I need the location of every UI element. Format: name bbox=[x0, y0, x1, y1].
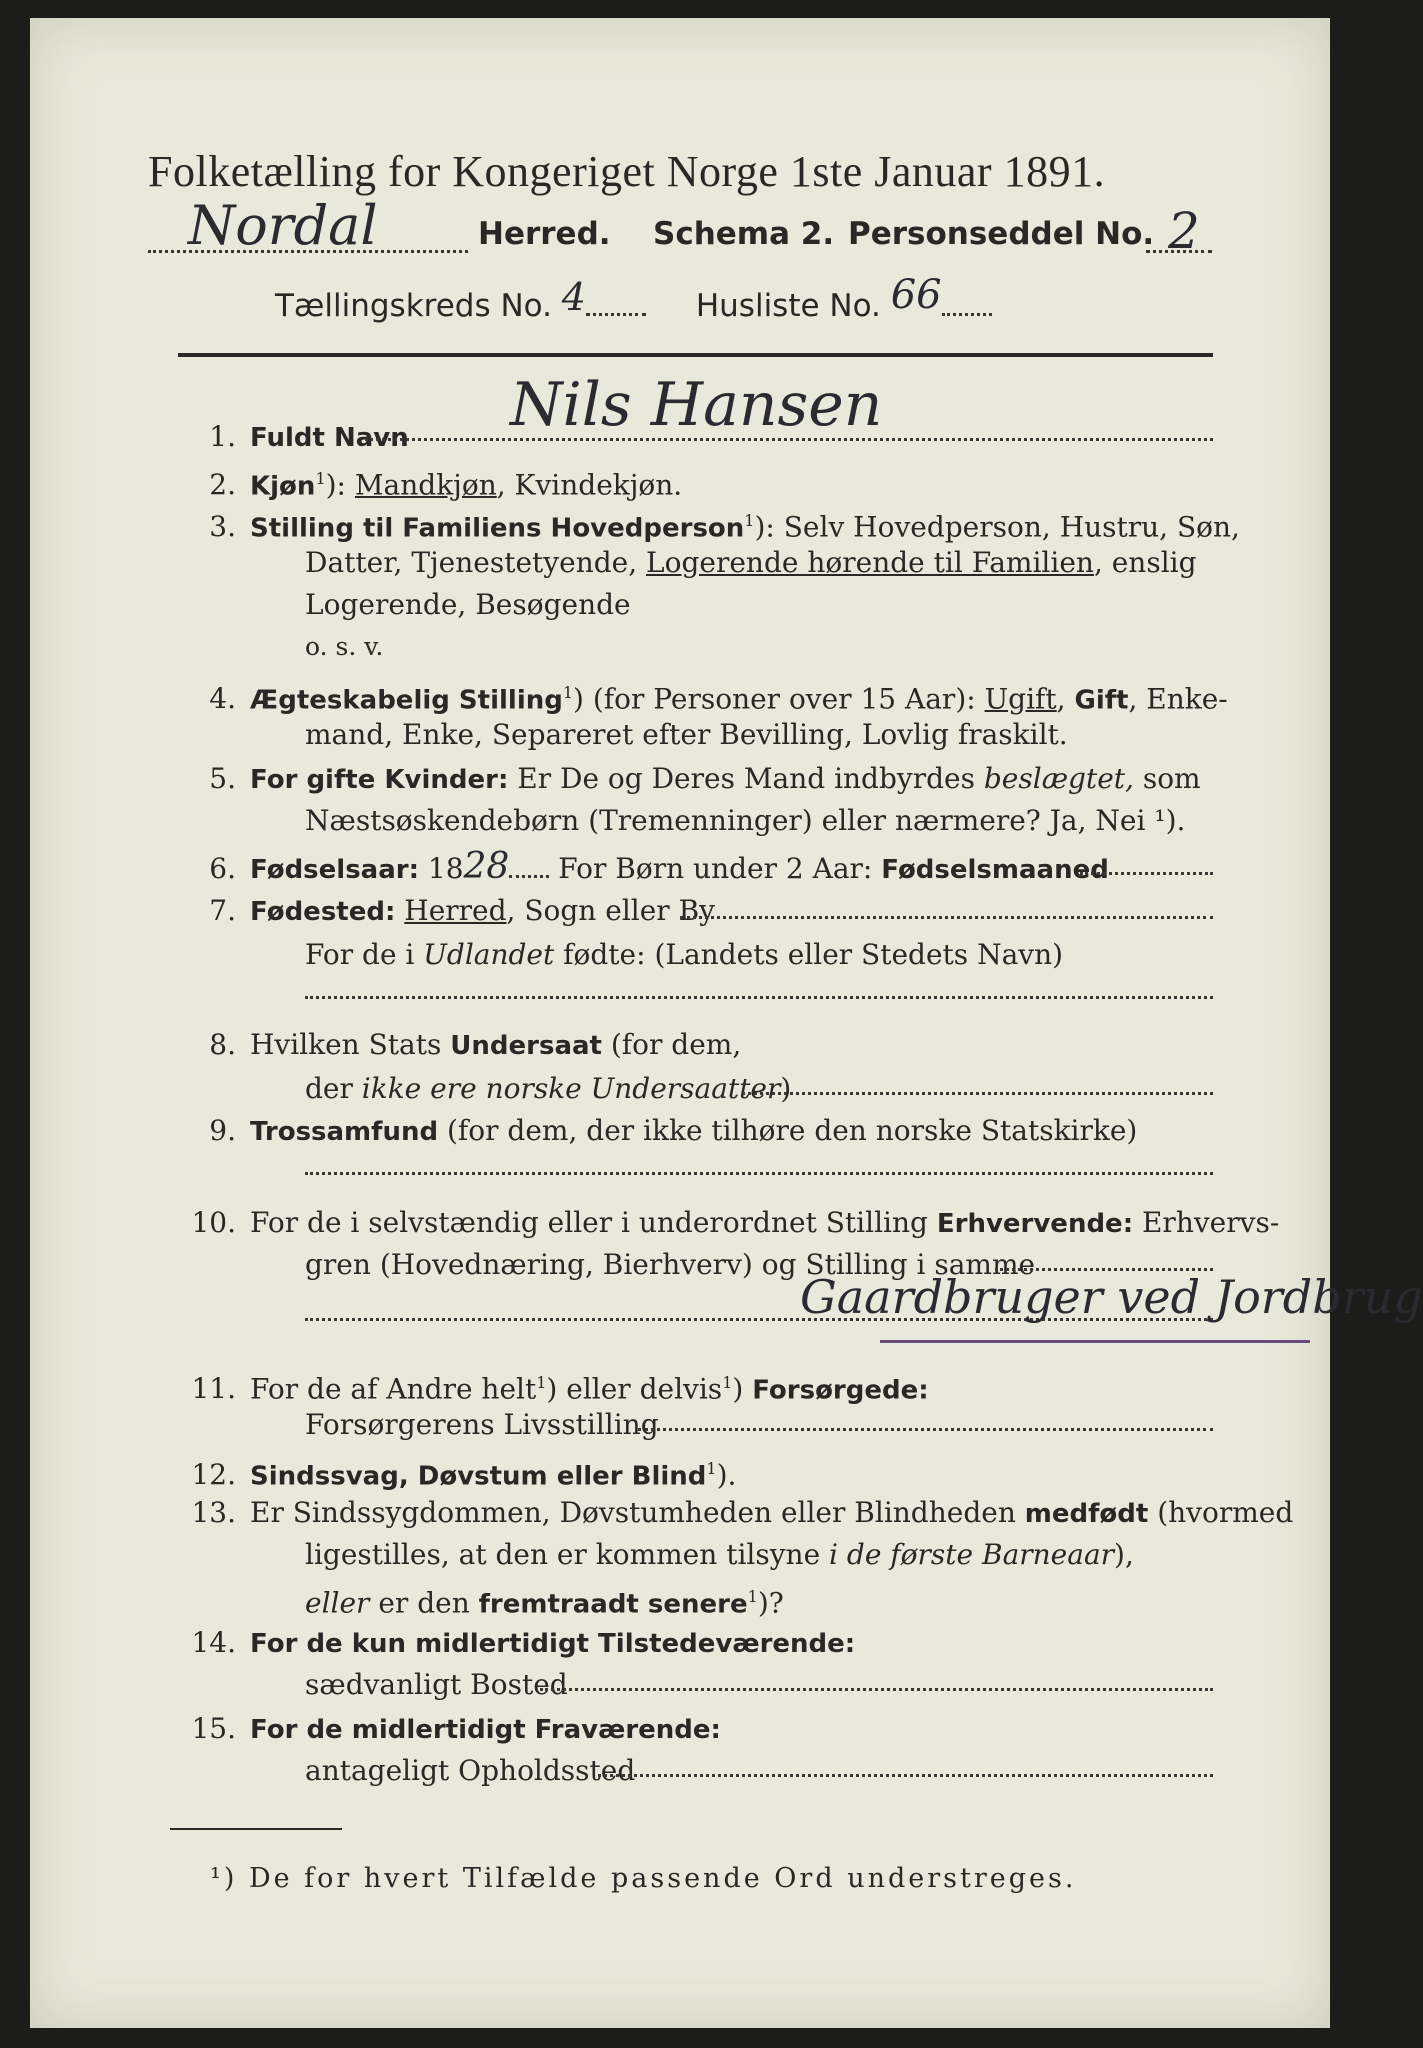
q5-line-2: Næstsøskendebørn (Tremenninger) eller nærmere? Ja, Nei ¹). bbox=[305, 804, 1186, 837]
q7-line-2-italic: Udlandet bbox=[423, 938, 555, 971]
q6-fill-2 bbox=[1080, 872, 1213, 875]
q9-number: 9. bbox=[209, 1114, 236, 1147]
q8-number: 8. bbox=[209, 1028, 236, 1061]
q11-fill[interactable] bbox=[638, 1428, 1213, 1431]
q6-number: 6. bbox=[209, 852, 236, 885]
q9-fill[interactable] bbox=[305, 1172, 1213, 1175]
question-8 bbox=[180, 1024, 1220, 1067]
q15-number: 15. bbox=[191, 1712, 236, 1745]
question-15 bbox=[180, 1708, 1220, 1751]
q8-line-2-text: der bbox=[305, 1072, 362, 1105]
q10-occupation-value[interactable]: Gaardbruger ved Jordbrug bbox=[800, 1270, 1423, 1324]
personseddel-label: Personseddel No. bbox=[848, 216, 1155, 252]
q7-option-herred[interactable]: Herred bbox=[404, 894, 507, 927]
q3-line-2-end: , enslig bbox=[1093, 546, 1197, 579]
q5-label: For gifte Kvinder: bbox=[250, 765, 509, 795]
q10-handwritten-underline bbox=[880, 1340, 1310, 1343]
q13-line-1-end: (hvormed bbox=[1148, 1496, 1294, 1529]
q12-label: Sindssvag, Døvstum eller Blind bbox=[250, 1461, 707, 1492]
q6-mid-text: For Børn under 2 Aar: bbox=[549, 852, 882, 885]
q5-number: 5. bbox=[209, 762, 236, 795]
q3-line-2 bbox=[305, 542, 1197, 584]
q15-line-2: antageligt Opholdssted bbox=[305, 1754, 636, 1787]
schema-label: Schema 2. bbox=[653, 216, 835, 252]
q9-label: Trossamfund bbox=[250, 1117, 439, 1147]
q7-line-2 bbox=[305, 934, 1063, 976]
q11-number: 11. bbox=[191, 1372, 236, 1406]
q13-line-3-text: er den bbox=[369, 1586, 479, 1620]
q2-label: Kjøn bbox=[250, 471, 316, 502]
q14-fill[interactable] bbox=[540, 1688, 1213, 1691]
q13-line-1-text: Er Sindssygdommen, Døvstumheden eller Blindheden bbox=[250, 1496, 1025, 1529]
footnote: ¹) De for hvert Tilfælde passende Ord understreges. bbox=[210, 1863, 1077, 1894]
q8-line-2-end: ) bbox=[780, 1072, 792, 1105]
q3-label: Stilling til Familiens Hovedperson bbox=[250, 513, 745, 544]
q10-line-2: gren (Hovednæring, Bierhverv) og Stilling i samme bbox=[305, 1248, 1036, 1281]
question-3: 3. Stilling til Familiens Hovedperson$^1$): Selv Hovedperson, Hustru, Søn, bbox=[180, 500, 1220, 549]
q4-label: Ægteskabelig Stilling bbox=[250, 685, 563, 716]
q10-number: 10. bbox=[191, 1206, 236, 1239]
question-10 bbox=[180, 1202, 1280, 1245]
census-form-sheet bbox=[30, 18, 1423, 2028]
q3-number: 3. bbox=[209, 510, 236, 544]
question-7 bbox=[180, 890, 1220, 933]
kreds-value[interactable]: 4 bbox=[561, 275, 586, 319]
q13-line-2-italic: i de første Barneaar bbox=[829, 1538, 1115, 1571]
q7-fill-1 bbox=[680, 916, 1213, 919]
q7-line-2-end: fødte: (Landets eller Stedets Navn) bbox=[554, 938, 1064, 971]
q13-line-2-end: ), bbox=[1114, 1538, 1134, 1571]
q13-label-3: fremtraadt senere bbox=[478, 1589, 748, 1620]
footnote-rule bbox=[170, 1828, 342, 1830]
q7-fill-2[interactable] bbox=[305, 996, 1213, 999]
q10-line-1-end: Erhvervs- bbox=[1133, 1206, 1280, 1239]
q3-line-1: ): Selv Hovedperson, Hustru, Søn, bbox=[754, 510, 1240, 544]
herred-label: Herred. bbox=[478, 216, 611, 252]
q6-prefix: 18 bbox=[419, 852, 464, 885]
q8-fill[interactable] bbox=[742, 1092, 1213, 1095]
q15-fill[interactable] bbox=[598, 1774, 1213, 1777]
q7-number: 7. bbox=[209, 894, 236, 927]
q5-line-1-text: Er De og Deres Mand indbyrdes bbox=[508, 762, 984, 795]
q4-number: 4. bbox=[209, 682, 236, 716]
q12-rest: ). bbox=[716, 1458, 737, 1492]
question-6 bbox=[180, 846, 1220, 891]
q11-text-b: ) eller delvis bbox=[546, 1372, 723, 1406]
q11-line-2: Forsørgerens Livsstilling bbox=[305, 1408, 659, 1441]
question-9 bbox=[180, 1110, 1220, 1153]
header-line-2 bbox=[148, 194, 1213, 260]
q6-fill-1 bbox=[509, 875, 549, 878]
q10-line-1-text: For de i selvstændig eller i underordnet Stilling bbox=[250, 1206, 937, 1239]
question-5 bbox=[180, 758, 1220, 801]
q13-line-3: eller er den fremtraadt senere$^1$)? bbox=[305, 1586, 784, 1620]
q5-line-1-end: som bbox=[1133, 762, 1201, 795]
q4-option-gift[interactable]: Gift bbox=[1074, 685, 1129, 716]
kreds-fill bbox=[586, 313, 646, 316]
personseddel-value[interactable]: 2 bbox=[1168, 202, 1200, 260]
q14-label: For de kun midlertidigt Tilstedeværende: bbox=[250, 1629, 856, 1659]
q10-label: Erhvervende: bbox=[936, 1209, 1134, 1239]
q14-line-2: sædvanligt Bosted bbox=[305, 1668, 568, 1701]
q3-line-3: Logerende, Besøgende bbox=[305, 588, 631, 621]
q2-option-kvindekjon[interactable]: , Kvindekjøn. bbox=[496, 468, 683, 502]
q13-label: medfødt bbox=[1024, 1499, 1149, 1529]
q6-label-2: Fødselsmaaned bbox=[881, 855, 1109, 885]
q13-line-3-italic: eller bbox=[305, 1586, 370, 1620]
q8-label: Hvilken Stats bbox=[250, 1028, 442, 1061]
q2-rest: ): bbox=[325, 468, 346, 502]
q8-line-2-italic: ikke ere norske Undersaatter bbox=[361, 1072, 781, 1105]
q1-label: Fuldt Navn bbox=[250, 423, 409, 453]
q8-line-2 bbox=[305, 1068, 791, 1110]
q12-number: 12. bbox=[191, 1458, 236, 1492]
q14-number: 14. bbox=[191, 1626, 236, 1659]
husliste-value[interactable]: 66 bbox=[890, 272, 942, 318]
husliste-label: Husliste No. bbox=[695, 288, 881, 324]
question-11: 11. For de af Andre helt$^1$) eller delvis$^1$) Forsørgede: bbox=[180, 1362, 1220, 1411]
q13-line-2-text: ligestilles, at den er kommen tilsyne bbox=[305, 1538, 830, 1571]
q2-sup: 1 bbox=[315, 469, 326, 488]
q2-option-mandkjon[interactable]: Mandkjøn bbox=[354, 468, 497, 502]
herred-value[interactable]: Nordal bbox=[188, 194, 378, 257]
q13-number: 13. bbox=[191, 1496, 236, 1529]
q1-name-value[interactable]: Nils Hansen bbox=[510, 370, 883, 440]
header-rule bbox=[178, 353, 1213, 357]
question-13 bbox=[180, 1492, 1294, 1535]
q9-rest: (for dem, der ikke tilhøre den norske Statskirke) bbox=[438, 1114, 1138, 1147]
q13-line-2 bbox=[305, 1534, 1134, 1576]
q4-line-2: mand, Enke, Separeret efter Bevilling, Lovlig fraskilt. bbox=[305, 718, 1068, 751]
q1-number: 1. bbox=[209, 420, 236, 453]
husliste-fill bbox=[942, 313, 992, 316]
q4-option-ugift[interactable]: Ugift bbox=[984, 682, 1057, 716]
q2-number: 2. bbox=[209, 468, 236, 502]
q5-line-1-italic: beslægtet, bbox=[983, 762, 1134, 795]
q4-line-1-end: , Enke- bbox=[1128, 682, 1228, 716]
q7-line-2-text: For de i bbox=[305, 938, 424, 971]
question-12: 12. Sindssvag, Døvstum eller Blind$^1$). bbox=[180, 1448, 1220, 1497]
q7-label: Fødested: bbox=[250, 897, 396, 927]
q11-text-a: For de af Andre helt bbox=[250, 1372, 537, 1406]
q11-label: Forsørgede: bbox=[752, 1375, 929, 1406]
form-title: Folketælling for Kongeriget Norge 1ste Januar 1891. bbox=[148, 147, 1106, 196]
q3-line-4: o. s. v. bbox=[305, 632, 384, 661]
q3-option-logerende-horende[interactable]: Logerende hørende til Familien bbox=[646, 546, 1094, 579]
q13-line-3-end: )? bbox=[757, 1586, 784, 1620]
q11-text-c: ) bbox=[732, 1372, 753, 1406]
header-line-3 bbox=[275, 272, 1175, 326]
question-4: 4. Ægteskabelig Stilling$^1$) (for Personer over 15 Aar): Ugift, Gift, Enke- bbox=[180, 672, 1220, 721]
q4-line-1-text: ) (for Personer over 15 Aar): bbox=[573, 682, 985, 716]
kreds-label: Tællingskreds No. bbox=[275, 288, 552, 324]
q8-label-bold: Undersaat bbox=[450, 1031, 602, 1061]
q15-label: For de midlertidigt Fraværende: bbox=[250, 1715, 721, 1745]
q4-sep: , bbox=[1056, 682, 1075, 716]
q6-label: Fødselsaar: bbox=[250, 855, 419, 885]
q8-line-1-end: (for dem, bbox=[601, 1028, 742, 1061]
q3-line-2-text: Datter, Tjenestetyende, bbox=[305, 546, 647, 579]
q7-rest: , Sogn eller By bbox=[506, 894, 715, 927]
q6-birthyear-value[interactable]: 28 bbox=[463, 846, 510, 887]
question-14 bbox=[180, 1622, 1220, 1665]
